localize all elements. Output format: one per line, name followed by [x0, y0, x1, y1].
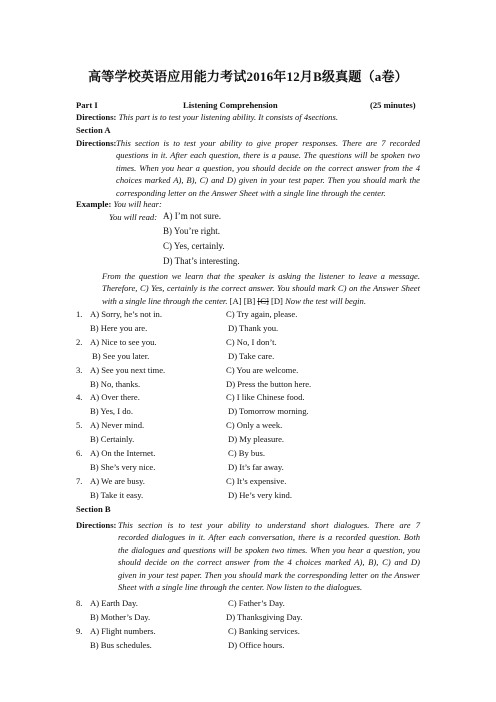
option-d: D) My pleasure. — [228, 434, 285, 444]
dir-line: times. When you hear a question, you should decide on the correct answer from the 4 — [116, 162, 420, 173]
example-option: C) Yes, certainly. — [163, 241, 225, 251]
mark-d: [D] — [270, 295, 283, 306]
option-b: B) Mother’s Day. — [90, 612, 151, 622]
question-number: 6. — [76, 448, 83, 458]
question-number: 5. — [76, 420, 83, 430]
section-b-directions — [118, 519, 420, 593]
option-b: B) No, thanks. — [90, 379, 141, 389]
option-c: C) I like Chinese food. — [226, 392, 305, 402]
option-b: B) Here you are. — [90, 323, 148, 333]
option-c: C) No, I don’t. — [226, 337, 277, 347]
option-b: B) Yes, I do. — [90, 406, 133, 416]
main-directions — [76, 111, 338, 123]
part-label: Part I — [76, 100, 98, 110]
option-d: D) Thanksgiving Day. — [226, 612, 303, 622]
dir-line: corresponding letter on the Answer Sheet with a single line through the center. — [116, 187, 386, 198]
option-a: A) Nice to see you. — [90, 337, 157, 347]
option-c: C) It’s expensive. — [226, 476, 287, 486]
dir-line: questions in it. After each question, there is a pause. The questions will be spoken two — [116, 150, 420, 161]
explain-line: Therefore, C) Yes, certainly is the correct answer. You should mark C) on the Answer Sheet — [102, 283, 420, 294]
option-a: A) Sorry, he’s not in. — [90, 309, 163, 319]
question-number: 9. — [76, 626, 83, 636]
option-d: D) Office hours. — [228, 640, 285, 650]
option-a: A) Earth Day. — [90, 598, 138, 608]
option-d: D) Tomorrow morning. — [228, 406, 309, 416]
option-c: C) Father’s Day. — [228, 598, 285, 608]
dir-line: recorded dialogues in it. After each conversation, there is a recorded question. Both — [118, 532, 420, 543]
section-a-directions-label: Directions: — [76, 138, 117, 148]
option-b: B) Take it easy. — [90, 490, 144, 500]
question-number: 8. — [76, 598, 83, 608]
option-b: B) Bus schedules. — [90, 640, 152, 650]
option-a: A) Over there. — [90, 392, 140, 402]
option-c: C) By bus. — [228, 448, 266, 458]
question-number: 3. — [76, 365, 83, 375]
dir-line: choices marked A), B), C) and D) given in your test paper. Then you should mark the — [116, 175, 420, 186]
option-c: C) Try again, please. — [226, 309, 298, 319]
explain-suffix: Now the test will begin. — [285, 295, 366, 306]
mark-b: [B] — [243, 295, 256, 306]
option-d: D) Press the button here. — [226, 379, 312, 389]
directions-label: Directions: — [76, 112, 117, 122]
example-text: You will hear: — [113, 199, 162, 209]
part-time: (25 minutes) — [370, 100, 416, 110]
option-c: C) Banking services. — [228, 626, 300, 636]
mark-a: [A] — [229, 295, 242, 306]
example-explanation — [102, 270, 420, 307]
page-title: 高等学校英语应用能力考试2016年12月B级真题（a卷） — [88, 69, 408, 84]
section-a-directions — [116, 137, 420, 199]
dir-line: This section is to test your ability to give proper responses. There are 7 recorded — [116, 138, 420, 148]
example-row — [76, 198, 162, 210]
option-a: A) We are busy. — [90, 476, 145, 486]
explain-prefix: with a single line through the center. — [102, 295, 228, 306]
option-a: A) On the Internet. — [90, 448, 156, 458]
option-d: D) It’s far away. — [228, 462, 284, 472]
option-a: A) Never mind. — [90, 420, 145, 430]
question-number: 2. — [76, 337, 83, 347]
explain-line-last — [102, 295, 420, 307]
section-b-directions-label: Directions: — [76, 520, 117, 530]
section-b-heading: Section B — [76, 504, 111, 514]
dir-line: given in your test paper. Then you should mark the corresponding letter on the Answer — [118, 569, 420, 580]
example-option: D) That’s interesting. — [163, 256, 240, 266]
mark-c: [C] — [257, 295, 269, 306]
option-b: B) She’s very nice. — [90, 462, 156, 472]
option-d: D) Take care. — [228, 351, 275, 361]
example-label: Example: — [76, 199, 112, 209]
option-d: D) He’s very kind. — [228, 490, 292, 500]
directions-text: This part is to test your listening ability. It consists of 4sections. — [118, 112, 338, 122]
question-number: 1. — [76, 309, 83, 319]
question-number: 7. — [76, 476, 83, 486]
dir-line: This section is to test your ability to understand short dialogues. There are 7 — [118, 520, 420, 530]
part-name: Listening Comprehension — [183, 100, 278, 110]
dir-line: Sheet with a single line through the center. Now listen to the dialogues. — [118, 582, 363, 593]
question-number: 4. — [76, 392, 83, 402]
option-c: C) Only a week. — [226, 420, 283, 430]
option-b: B) See you later. — [92, 351, 150, 361]
option-c: C) You are welcome. — [226, 365, 299, 375]
example-option: B) You’re right. — [163, 226, 221, 236]
explain-line: From the question we learn that the speaker is asking the listener to leave a message. — [102, 271, 420, 281]
will-read-label: You will read: — [109, 212, 158, 222]
option-d: D) Thank you. — [228, 323, 279, 333]
option-b: B) Certainly. — [90, 434, 135, 444]
example-option: A) I’m not sure. — [163, 211, 221, 221]
dir-line: the dialogues and questions will be spoken two times. When you hear a question, you — [118, 544, 420, 555]
option-a: A) Flight numbers. — [90, 626, 156, 636]
dir-line: should decide on the correct answer from the 4 choices marked A), B), C) and D) — [118, 557, 420, 568]
section-a-heading: Section A — [76, 125, 111, 135]
option-a: A) See you next time. — [90, 365, 166, 375]
